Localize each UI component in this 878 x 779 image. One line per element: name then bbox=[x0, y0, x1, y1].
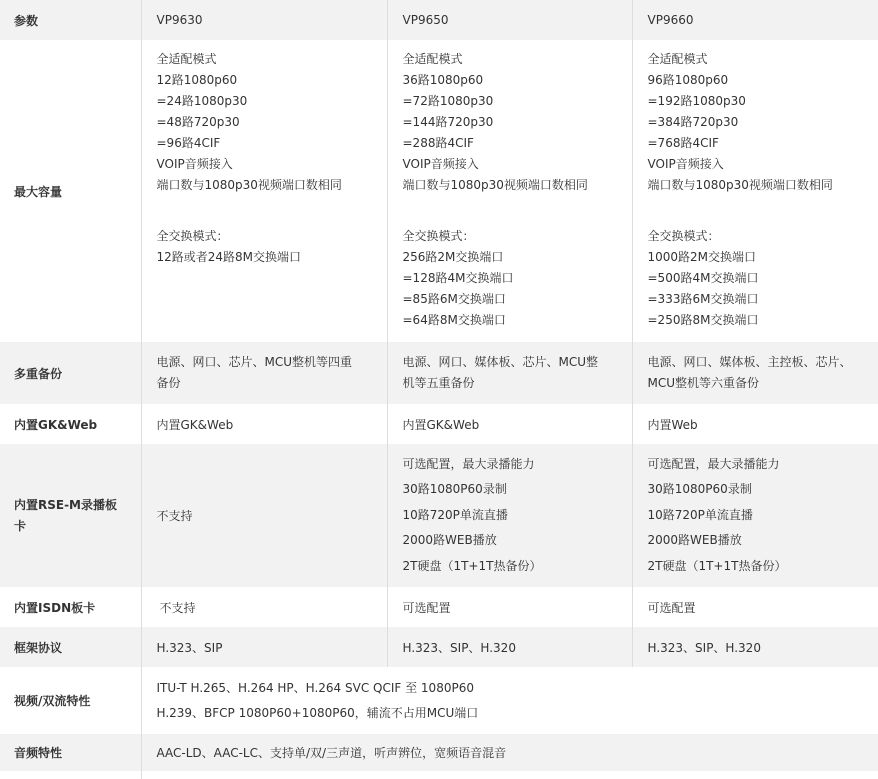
header-param: 参数 bbox=[0, 0, 141, 40]
audio-row bbox=[0, 734, 878, 771]
rse-vp9630: 不支持 bbox=[141, 444, 387, 587]
protocol-vp9660: H.323、SIP、H.320 bbox=[632, 627, 878, 667]
cell-line: 内置RSE-M录播板 bbox=[14, 497, 118, 512]
header-row bbox=[0, 0, 878, 40]
video-value bbox=[141, 667, 878, 734]
header-vp9630: VP9630 bbox=[141, 0, 387, 40]
protocol-vp9650: H.323、SIP、H.320 bbox=[387, 627, 632, 667]
cell-line: =384路720p30 bbox=[647, 115, 739, 129]
protocol-vp9630: H.323、SIP bbox=[141, 627, 387, 667]
gk-vp9660: 内置Web bbox=[647, 417, 698, 432]
cell-line: =128路4M交换端口 bbox=[402, 271, 514, 285]
cell-line: =250路8M交换端口 bbox=[647, 313, 759, 327]
backup-vp9630 bbox=[141, 342, 387, 404]
cell-line: 10路720P单流直播 bbox=[402, 507, 508, 522]
isdn-row bbox=[0, 587, 878, 627]
cell-line: =72路1080p30 bbox=[402, 94, 494, 108]
backup-label: 多重备份 bbox=[0, 342, 141, 404]
protocol-label: 框架协议 bbox=[0, 627, 141, 667]
cell-line: =48路720p30 bbox=[156, 115, 240, 129]
backup-row bbox=[0, 342, 878, 404]
protocol-row bbox=[0, 627, 878, 667]
audio-label: 音频特性 bbox=[0, 734, 141, 771]
cell-line: 2000路WEB播放 bbox=[402, 533, 497, 548]
cell-line: =768路4CIF bbox=[647, 136, 719, 150]
gk-label: 内置GK&Web bbox=[0, 404, 141, 444]
cell-line: 10路720P单流直播 bbox=[647, 507, 753, 522]
rse-vp9660 bbox=[632, 444, 878, 587]
cell-line: 全适配模式 bbox=[156, 52, 217, 66]
cell-line: 机等五重备份 bbox=[402, 376, 475, 390]
cell-line: 可选配置，最大录播能力 bbox=[647, 456, 780, 471]
cell-line: VOIP音频接入 bbox=[647, 157, 724, 171]
capacity-vp9660 bbox=[632, 40, 878, 342]
cell-line: 1000路2M交换端口 bbox=[647, 250, 757, 264]
cell-line: 电源、网口、媒体板、主控板、芯片、 bbox=[647, 355, 852, 369]
video-label: 视频/双流特性 bbox=[0, 667, 141, 734]
cell-line: 全交换模式： bbox=[647, 229, 720, 243]
cell-line: =24路1080p30 bbox=[156, 94, 248, 108]
cell-line: H.239、BFCP 1080P60+1080P60，辅流不占用MCU端口 bbox=[156, 705, 479, 720]
cell-line: =192路1080p30 bbox=[647, 94, 746, 108]
cell-line: 2000路WEB播放 bbox=[647, 533, 742, 548]
cell-line: 256路2M交换端口 bbox=[402, 250, 504, 264]
cell-line: 端口数与1080p30视频端口数相同 bbox=[156, 178, 342, 192]
cell-line: ITU-T H.265、H.264 HP、H.264 SVC QCIF 至 1080P60 bbox=[156, 680, 474, 695]
rse-label bbox=[0, 444, 141, 587]
cell-line: 可选配置，最大录播能力 bbox=[402, 456, 535, 471]
header-vp9650: VP9650 bbox=[387, 0, 632, 40]
cell-line: 12路或者24路8M交换端口 bbox=[156, 250, 302, 264]
rse-vp9650 bbox=[387, 444, 632, 587]
cell-line: 2T硬盘（1T+1T热备份） bbox=[402, 558, 542, 573]
cell-line: 全交换模式： bbox=[156, 229, 229, 243]
capacity-vp9650 bbox=[387, 40, 632, 342]
cell-line: =96路4CIF bbox=[156, 136, 221, 150]
cell-line: =500路4M交换端口 bbox=[647, 271, 759, 285]
gk-row bbox=[0, 404, 878, 444]
capacity-vp9630 bbox=[141, 40, 387, 342]
cell-line: =144路720p30 bbox=[402, 115, 494, 129]
cell-line: 30路1080P60录制 bbox=[402, 482, 507, 497]
cell-line: 电源、网口、芯片、MCU整机等四重 bbox=[156, 355, 353, 369]
capacity-row bbox=[0, 40, 878, 342]
cell-line: 端口数与1080p30视频端口数相同 bbox=[647, 178, 833, 192]
gk-vp9650: 内置GK&Web bbox=[387, 404, 632, 444]
cell-line: 30路1080P60录制 bbox=[647, 482, 752, 497]
header-vp9660: VP9660 bbox=[632, 0, 878, 40]
cell-line: VOIP音频接入 bbox=[156, 157, 233, 171]
isdn-vp9650: 可选配置 bbox=[387, 587, 632, 627]
cell-line: =288路4CIF bbox=[402, 136, 474, 150]
cell-line: 电源、网口、媒体板、芯片、MCU整 bbox=[402, 355, 599, 369]
cell-line: VOIP音频接入 bbox=[402, 157, 479, 171]
video-row bbox=[0, 667, 878, 734]
cell-line: 全交换模式： bbox=[402, 229, 475, 243]
cell-line: 端口数与1080p30视频端口数相同 bbox=[402, 178, 588, 192]
trailing-row bbox=[0, 771, 878, 779]
cell-line: 全适配模式 bbox=[402, 52, 463, 66]
backup-vp9660 bbox=[632, 342, 878, 404]
cell-line: 96路1080p60 bbox=[647, 73, 729, 87]
rse-row bbox=[0, 444, 878, 587]
cell-line: =333路6M交换端口 bbox=[647, 292, 759, 306]
cell-line: =85路6M交换端口 bbox=[402, 292, 506, 306]
cell-line: 卡 bbox=[14, 518, 27, 533]
isdn-vp9660: 可选配置 bbox=[647, 600, 696, 615]
cell-line: 36路1080p60 bbox=[402, 73, 484, 87]
isdn-label: 内置ISDN板卡 bbox=[0, 587, 141, 627]
cell-line: 全适配模式 bbox=[647, 52, 708, 66]
gk-vp9630: 内置GK&Web bbox=[141, 404, 387, 444]
isdn-vp9630: 不支持 bbox=[141, 587, 387, 627]
cell-line: MCU整机等六重备份 bbox=[647, 376, 760, 390]
cell-line: 2T硬盘（1T+1T热备份） bbox=[647, 558, 787, 573]
capacity-label: 最大容量 bbox=[0, 40, 141, 342]
cell-line: 备份 bbox=[156, 376, 181, 390]
backup-vp9650 bbox=[387, 342, 632, 404]
cell-line: =64路8M交换端口 bbox=[402, 313, 506, 327]
audio-value: AAC-LD、AAC-LC、支持单/双/三声道，听声辨位，宽频语音混音 bbox=[141, 734, 878, 771]
cell-line: 12路1080p60 bbox=[156, 73, 238, 87]
